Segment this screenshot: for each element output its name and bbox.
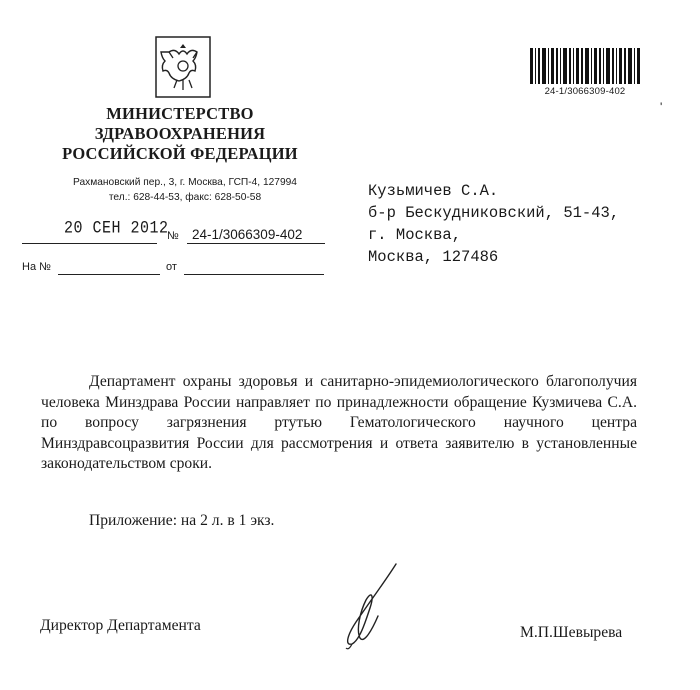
coat-of-arms-emblem-icon bbox=[155, 36, 211, 98]
address-line-2: тел.: 628-44-53, факс: 628-50-58 bbox=[108, 192, 262, 203]
ministry-line-2: ЗДРАВООХРАНЕНИЯ bbox=[94, 124, 266, 143]
document-number: 24-1/3066309-402 bbox=[192, 227, 303, 242]
from-underline bbox=[184, 274, 324, 275]
attachment-note: Приложение: на 2 л. в 1 экз. bbox=[89, 512, 275, 529]
recipient-city: г. Москва, bbox=[368, 226, 462, 244]
recipient-address bbox=[368, 180, 619, 268]
corner-mark: ' bbox=[660, 100, 663, 114]
letter-body: Департамент охраны здоровья и санитарно-эпидемиологического благополучия человека Минздрава России направляет по принадлежности обращение Кузмичева С.А. по вопросу загрязнения ртутью Гематологического научного центра Минздравсоцразвития России для рассмотрения и ответа заявителю в установленные законодательством сроки. bbox=[41, 373, 637, 473]
signatory-name: М.П.Шевырева bbox=[520, 624, 623, 641]
number-label: № bbox=[167, 230, 179, 242]
reply-to-label: На № bbox=[22, 261, 51, 273]
ministry-line-3: РОССИЙСКОЙ ФЕДЕРАЦИИ bbox=[62, 144, 298, 163]
registration-row bbox=[22, 218, 322, 246]
address-line-1: Рахмановский пер., 3, г. Москва, ГСП-4, 127994 bbox=[73, 177, 297, 188]
number-underline bbox=[187, 243, 325, 244]
barcode-number: 24-1/3066309-402 bbox=[544, 86, 626, 97]
signatory-title: Директор Департамента bbox=[40, 617, 201, 634]
ministry-name bbox=[60, 104, 300, 164]
ministry-line-1: МИНИСТЕРСТВО bbox=[106, 104, 254, 123]
reply-reference-row bbox=[22, 258, 332, 278]
reply-to-underline bbox=[58, 274, 160, 275]
recipient-postal: Москва, 127486 bbox=[368, 248, 499, 266]
from-label: от bbox=[166, 261, 177, 273]
recipient-street: б-р Бескудниковский, 51-43, bbox=[368, 204, 620, 222]
document-date: 20 СЕН 2012 bbox=[64, 218, 169, 239]
barcode-icon bbox=[530, 48, 640, 84]
date-underline bbox=[22, 243, 157, 244]
handwritten-signature-icon bbox=[326, 560, 426, 650]
recipient-name: Кузьмичев С.А. bbox=[368, 182, 499, 200]
ministry-address bbox=[40, 175, 330, 205]
